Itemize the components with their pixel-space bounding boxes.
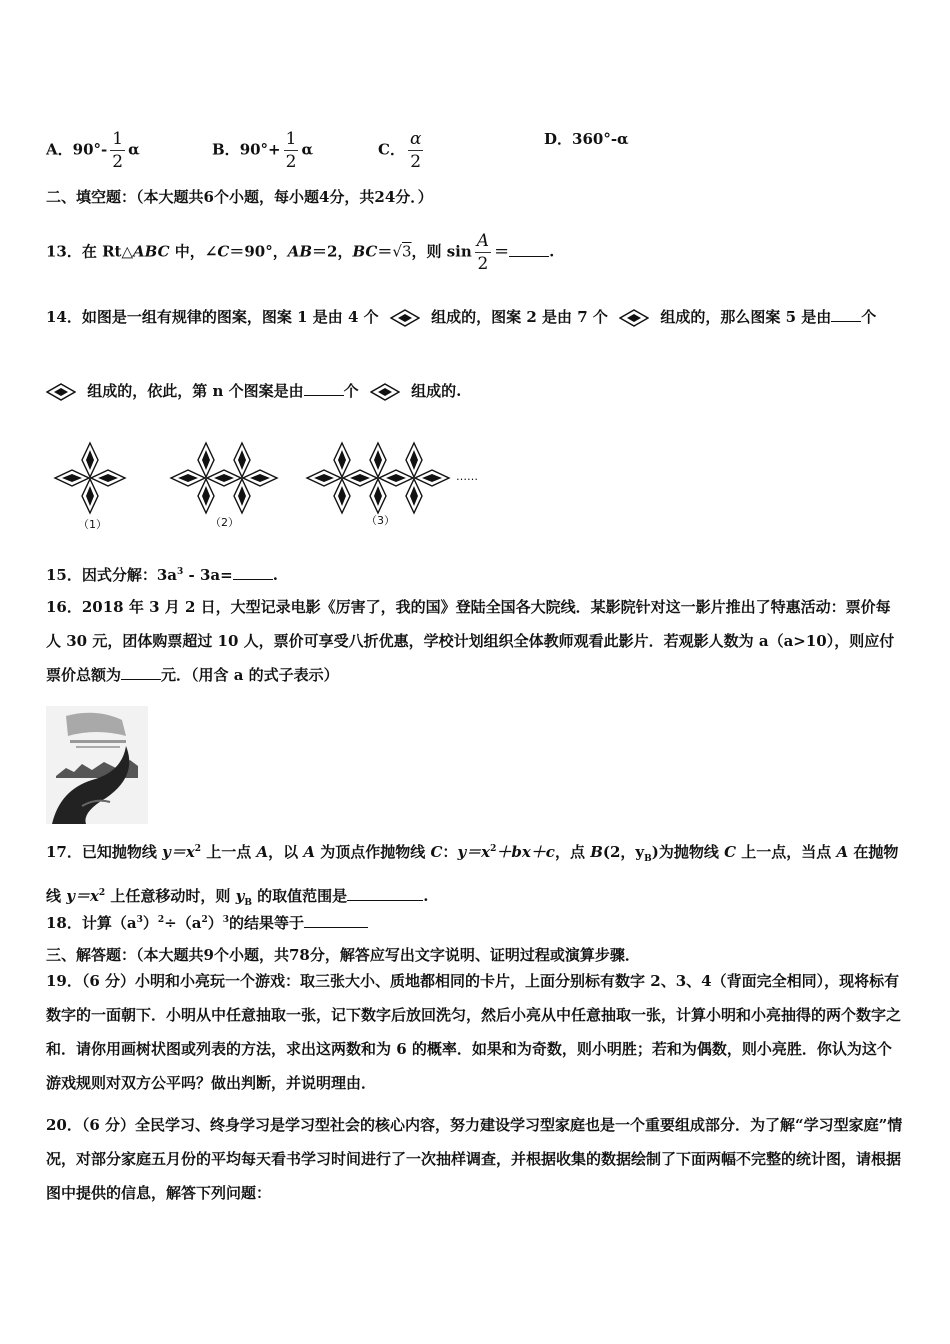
fraction: $\frac{\alpha}{2}$ <box>409 129 422 172</box>
fraction: $\frac{1}{2}$ <box>112 129 124 172</box>
pattern-figure-2 <box>171 443 277 513</box>
fraction: $\frac{1}{2}$ <box>285 129 297 172</box>
question-19: 19．（6 分）小明和小亮玩一个游戏：取三张大小、质地都相同的卡片，上面分别标有数字 2、3、4（背面完全相同），现将标有数字的一面朝下．小明从中任意抽取一张，记下数字后放回洗匀，然后小亮从中任意抽取一张，计算小明和小亮抽得的两个数字之和．请你用画树状图或列表的方法，求出这两数和为 6 的概率．如果和为奇数，则小明胜；若和为偶数，则小亮胜．你认为这个游戏规则对双方公平吗？做出判断，并说明理由． <box>46 972 902 1092</box>
diamond-icon <box>619 309 649 327</box>
figure-label-3: （3） <box>366 514 395 527</box>
question-16: 16．2018 年 3 月 2 日，大型记录电影《厉害了，我的国》登陆全国各大院线．某影院针对这一影片推出了特惠活动：票价每人 30 元，团体购票超过 10 人，票价可享受八折优惠，学校计划组织全体教师观看此影片．若观影人数为 a（a>10），则应付票价总额为 元．（用含 a 的式子表示） <box>46 598 895 684</box>
answer-blank[interactable] <box>509 242 549 257</box>
diamond-icon <box>46 383 76 401</box>
answer-blank[interactable] <box>233 565 273 580</box>
q12-choice-b: B．90°+ $\frac{1}{2}$ α <box>212 129 314 172</box>
question-13: 13．在 Rt△ABC 中，∠C＝90°，AB＝2，BC＝√3，则 sin $\frac{A}{2}$ ＝ . <box>46 231 555 274</box>
answer-blank[interactable] <box>831 307 861 322</box>
diamond-icon <box>390 309 420 327</box>
question-15: 15．因式分解：$3a^3 - 3a=$ . <box>46 566 278 584</box>
answer-blank[interactable] <box>121 665 161 680</box>
question-14-line-2: 组成的，依此，第 n 个图案是由 个 组成的. <box>46 380 461 401</box>
figure-label-2: （2） <box>210 516 239 529</box>
pattern-figure-1 <box>55 443 125 513</box>
question-14-line-1: 14．如图是一组有规律的图案，图案 1 是由 4 个 组成的，图案 2 是由 7 个 组成的，那么图案 5 是由 个 <box>46 308 877 326</box>
movie-poster-image <box>46 706 148 824</box>
figure-label-1: （1） <box>78 518 107 531</box>
pattern-figures <box>46 440 486 535</box>
pattern-ellipsis: …… <box>456 470 478 483</box>
question-18: 18．计算$(a^3)^2\div(a^2)^3$的结果等于 <box>46 912 368 933</box>
q12-choice-c: C． $\frac{\alpha}{2}$ <box>378 129 422 172</box>
question-17: 17．已知抛物线 $y=x^2$ 上一点 A，以 A 为顶点作抛物线 C：$y=x^2+bx+c$，点 B(2，$y_B$)为抛物线 C 上一点，当点 A 在抛物线 $y=x^2$ 上任意移动时，则 $y_B$ 的取值范围是 . <box>46 843 899 908</box>
answer-blank[interactable] <box>347 886 423 901</box>
pattern-figure-3 <box>307 443 449 513</box>
answer-blank[interactable] <box>304 381 344 396</box>
answer-blank[interactable] <box>304 913 368 928</box>
question-20: 20．（6 分）全民学习、终身学习是学习型社会的核心内容，努力建设学习型家庭也是一个重要组成部分．为了解“学习型家庭”情况，对部分家庭五月份的平均每天看书学习时间进行了一次抽样调查，并根据收集的数据绘制了下面两幅不完整的统计图，请根据图中提供的信息，解答下列问题： <box>46 1116 903 1202</box>
diamond-icon <box>370 383 400 401</box>
q12-choice-a: A．90°- $\frac{1}{2}$ α <box>46 129 140 172</box>
q12-choice-d: D．360°-α <box>544 130 629 148</box>
section-2-heading: 二、填空题：（本大题共6个小题，每小题4分，共24分．） <box>46 188 433 206</box>
section-3-heading: 三、解答题：（本大题共9个小题，共78分，解答应写出文字说明、证明过程或演算步骤． <box>46 946 640 964</box>
fraction: $\frac{A}{2}$ <box>476 231 490 274</box>
